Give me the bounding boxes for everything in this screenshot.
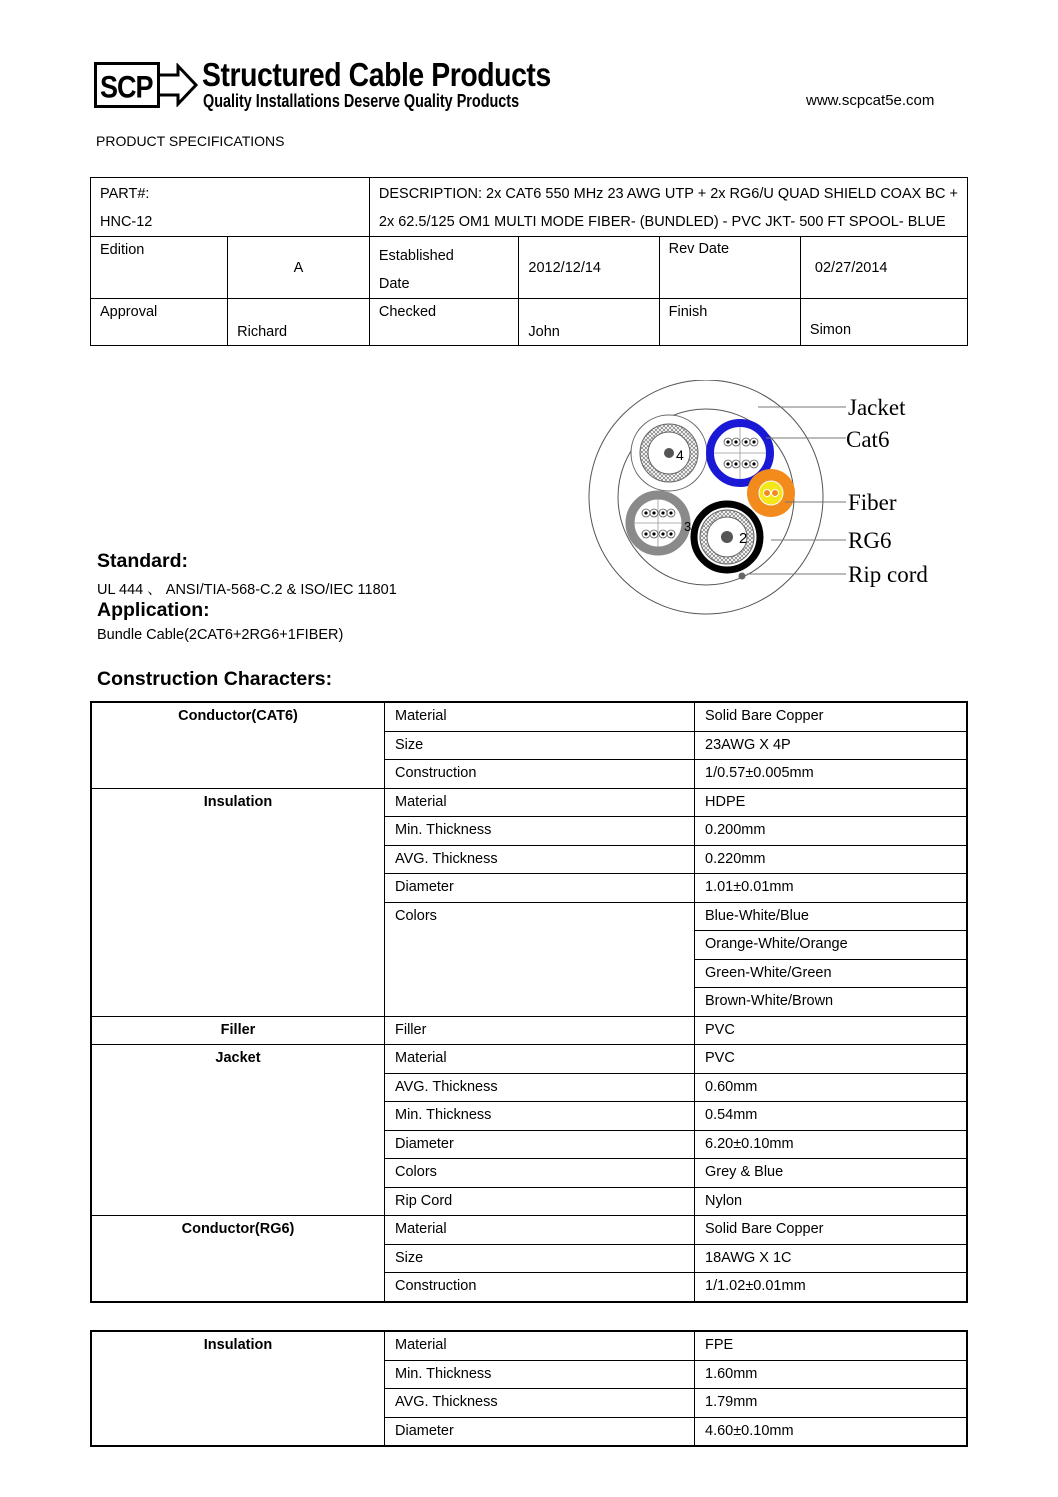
property-label: AVG. Thickness — [385, 845, 695, 874]
property-value: HDPE — [695, 788, 968, 817]
property-label: Min. Thickness — [385, 817, 695, 846]
property-label: Rip Cord — [385, 1187, 695, 1216]
edition-label: Edition — [91, 237, 228, 299]
brand-tagline: Quality Installations Deserve Quality Products — [203, 91, 520, 111]
property-label: Construction — [385, 760, 695, 789]
approval-value: Richard — [228, 299, 370, 346]
property-label: Filler — [385, 1016, 695, 1045]
established-label-2: Date — [378, 276, 410, 292]
property-label: AVG. Thickness — [385, 1073, 695, 1102]
property-value: 18AWG X 1C — [695, 1244, 968, 1273]
number-2: 2 — [739, 530, 748, 547]
rip-cord — [739, 573, 746, 580]
property-value: 1.60mm — [695, 1360, 968, 1389]
finish-value: Simon — [800, 299, 967, 346]
property-label: Min. Thickness — [385, 1102, 695, 1131]
property-value: Green-White/Green — [695, 959, 968, 988]
group-label: Insulation — [91, 1331, 385, 1446]
property-label: Colors — [385, 902, 695, 1016]
property-label: Diameter — [385, 1130, 695, 1159]
construction-table-1 — [90, 701, 968, 1303]
property-value: 0.60mm — [695, 1073, 968, 1102]
property-label: AVG. Thickness — [385, 1389, 695, 1418]
property-value: 0.200mm — [695, 817, 968, 846]
property-label: Diameter — [385, 874, 695, 903]
part-value: HNC-12 — [100, 214, 153, 230]
part-cell — [91, 178, 370, 237]
property-label: Colors — [385, 1159, 695, 1188]
approval-label: Approval — [91, 299, 228, 346]
group-label: Conductor(RG6) — [91, 1216, 385, 1302]
group-label: Insulation — [91, 788, 385, 1016]
property-value: 1/1.02±0.01mm — [695, 1273, 968, 1302]
label-rg6: RG6 — [848, 528, 892, 553]
edition-value: A — [228, 237, 370, 299]
property-label: Construction — [385, 1273, 695, 1302]
property-value: 6.20±0.10mm — [695, 1130, 968, 1159]
property-label: Diameter — [385, 1417, 695, 1446]
property-value: 1/0.57±0.005mm — [695, 760, 968, 789]
property-label: Material — [385, 1045, 695, 1074]
doc-title: PRODUCT SPECIFICATIONS — [96, 133, 285, 149]
application-text: Bundle Cable(2CAT6+2RG6+1FIBER) — [97, 627, 344, 643]
property-label: Material — [385, 1331, 695, 1360]
property-label: Material — [385, 1216, 695, 1245]
property-value: FPE — [695, 1331, 968, 1360]
rev-date-value: 02/27/2014 — [800, 237, 967, 299]
number-3: 3 — [684, 519, 692, 534]
property-value: Brown-White/Brown — [695, 988, 968, 1017]
established-label-1: Established — [378, 248, 454, 264]
brand-name: Structured Cable Products — [202, 56, 551, 93]
property-label: Size — [385, 1244, 695, 1273]
rg6-cable-4 — [631, 415, 707, 491]
checked-value: John — [519, 299, 659, 346]
property-label: Material — [385, 788, 695, 817]
table-row — [91, 702, 967, 731]
description-line-2: 2x 62.5/125 OM1 MULTI MODE FIBER- (BUNDLED) - PVC JKT- 500 FT SPOOL- BLUE — [378, 214, 946, 230]
property-value: Nylon — [695, 1187, 968, 1216]
checked-label: Checked — [369, 299, 519, 346]
group-label: Jacket — [91, 1045, 385, 1216]
construction-table-2 — [90, 1330, 968, 1447]
table-row — [91, 1331, 967, 1360]
property-value: Grey & Blue — [695, 1159, 968, 1188]
property-value: 23AWG X 4P — [695, 731, 968, 760]
property-value: PVC — [695, 1045, 968, 1074]
property-label: Min. Thickness — [385, 1360, 695, 1389]
fiber-cable — [747, 469, 795, 517]
established-value: 2012/12/14 — [519, 237, 659, 299]
number-4: 4 — [676, 447, 684, 463]
website-link[interactable]: www.scpcat5e.com — [806, 92, 935, 109]
established-label — [369, 237, 519, 299]
property-value: 0.220mm — [695, 845, 968, 874]
rev-date-label: Rev Date — [659, 237, 800, 299]
part-label: PART#: — [100, 186, 150, 202]
property-value: Blue-White/Blue — [695, 902, 968, 931]
label-jacket: Jacket — [848, 395, 906, 420]
rg6-cable-2 — [694, 504, 760, 570]
arrow-icon — [158, 63, 200, 107]
table-row — [91, 788, 967, 817]
property-value: Solid Bare Copper — [695, 702, 968, 731]
label-cat6: Cat6 — [846, 427, 890, 452]
construction-heading: Construction Characters: — [97, 668, 333, 690]
property-value: PVC — [695, 1016, 968, 1045]
label-fiber: Fiber — [848, 490, 897, 515]
group-label: Filler — [91, 1016, 385, 1045]
finish-label: Finish — [659, 299, 800, 346]
description-line-1: DESCRIPTION: 2x CAT6 550 MHz 23 AWG UTP + 2x RG6/U QUAD SHIELD COAX BC + — [378, 186, 958, 202]
standard-text: UL 444 、 ANSI/TIA-568-C.2 & ISO/IEC 11801 — [97, 582, 397, 598]
table-row — [91, 1216, 967, 1245]
property-value: Orange-White/Orange — [695, 931, 968, 960]
property-value: 1.01±0.01mm — [695, 874, 968, 903]
logo-text: SCP — [100, 70, 153, 105]
property-value: 4.60±0.10mm — [695, 1417, 968, 1446]
property-label: Material — [385, 702, 695, 731]
property-value: 1.79mm — [695, 1389, 968, 1418]
table-row — [91, 1045, 967, 1074]
group-label: Conductor(CAT6) — [91, 702, 385, 788]
table-row — [91, 1016, 967, 1045]
info-table — [90, 177, 968, 346]
property-value: 0.54mm — [695, 1102, 968, 1131]
cable-cross-section-diagram — [586, 380, 946, 620]
label-rip-cord: Rip cord — [848, 562, 928, 587]
application-heading: Application: — [97, 599, 210, 621]
standard-heading: Standard: — [97, 550, 189, 572]
property-label: Size — [385, 731, 695, 760]
property-value: Solid Bare Copper — [695, 1216, 968, 1245]
description-cell — [369, 178, 967, 237]
cat6-cable-3 — [630, 495, 686, 551]
